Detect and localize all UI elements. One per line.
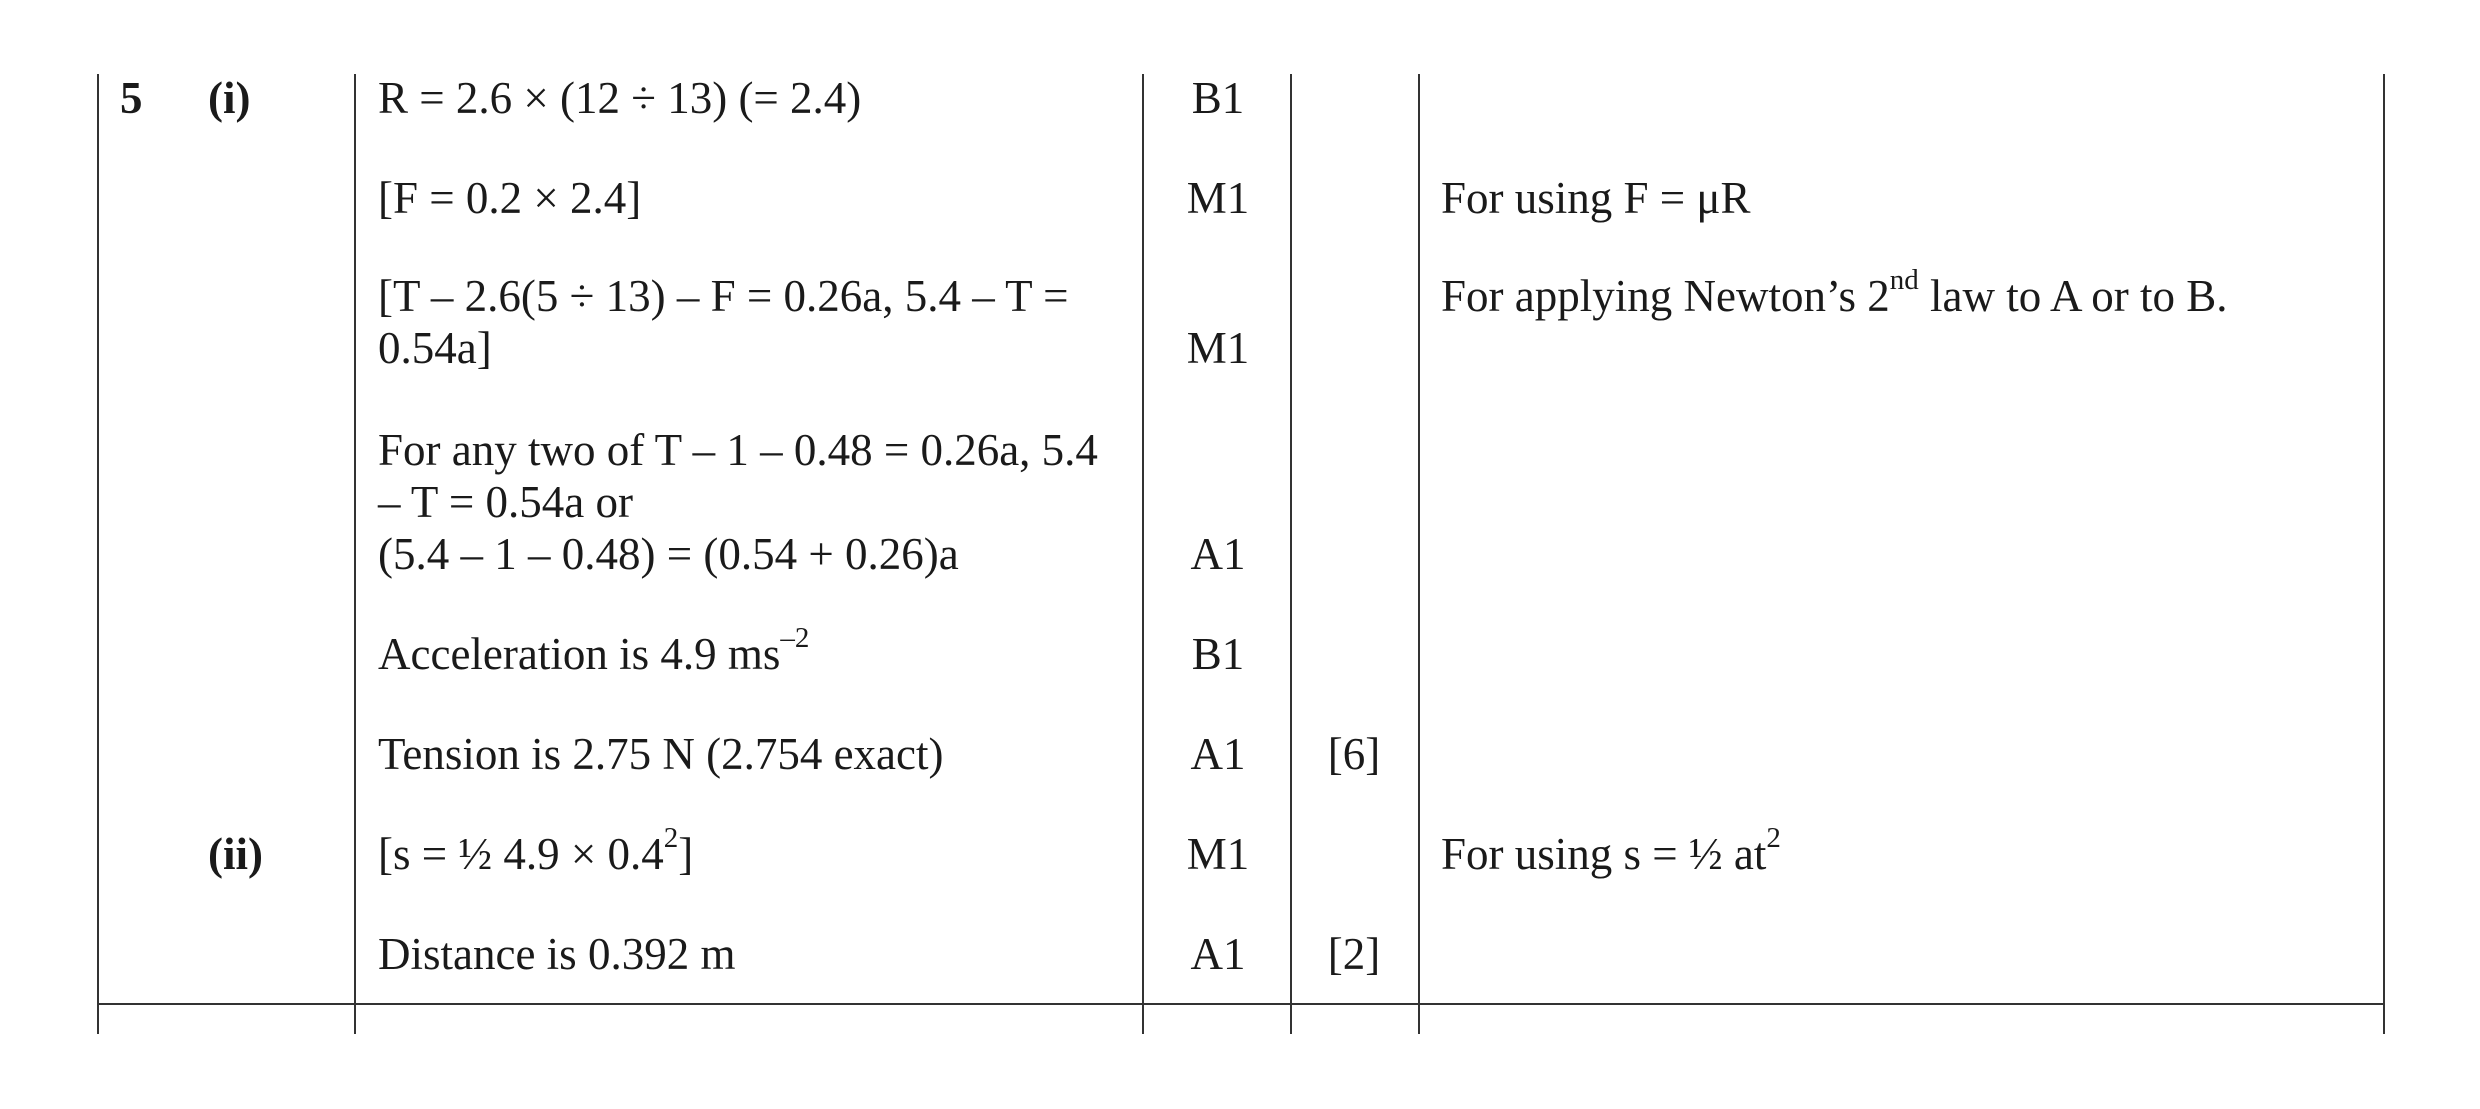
column-divider-answer (354, 74, 356, 1034)
answer-row-4-line-3: (5.4 – 1 – 0.48) = (0.54 + 0.26)a (378, 529, 959, 579)
guidance-row-3-text: For applying Newton’s 2 (1441, 271, 1890, 321)
answer-row-3-line-1: [T – 2.6(5 ÷ 13) – F = 0.26a, 5.4 – T = (378, 271, 1069, 321)
column-divider-guidance (1418, 74, 1420, 1034)
mark-row-3: M1 (1186, 323, 1250, 373)
answer-row-4-line-2: – T = 0.54a or (378, 477, 633, 527)
answer-row-5-superscript: –2 (780, 622, 810, 654)
column-divider-mark (1142, 74, 1144, 1034)
answer-row-7 (378, 822, 694, 880)
mark-row-4: A1 (1190, 529, 1246, 579)
mark-row-6: A1 (1190, 729, 1246, 779)
answer-row-7-text-end: ] (678, 829, 694, 879)
mark-row-1: B1 (1191, 73, 1245, 123)
table-border-left (97, 74, 99, 1034)
guidance-row-3 (1441, 264, 2228, 322)
mark-row-5: B1 (1191, 629, 1245, 679)
answer-row-5 (378, 622, 810, 680)
answer-row-7-superscript: 2 (663, 822, 679, 854)
answer-row-8: Distance is 0.392 m (378, 929, 736, 979)
answer-row-5-text: Acceleration is 4.9 ms (378, 629, 781, 679)
guidance-row-2: For using F = μR (1441, 173, 1751, 223)
mark-row-7: M1 (1186, 829, 1250, 879)
mark-row-2: M1 (1186, 173, 1250, 223)
guidance-row-7-text: For using s = ½ at (1441, 829, 1767, 879)
guidance-row-7-superscript: 2 (1766, 822, 1781, 854)
table-border-right (2383, 74, 2385, 1034)
guidance-row-3-superscript: nd (1889, 264, 1919, 296)
part-label-i: (i) (208, 73, 251, 123)
guidance-row-3-text-end: law to A or to B. (1918, 271, 2228, 321)
column-divider-total (1290, 74, 1292, 1034)
question-number: 5 (120, 73, 143, 123)
answer-row-2: [F = 0.2 × 2.4] (378, 173, 642, 223)
total-part-ii: [2] (1327, 929, 1381, 979)
total-part-i: [6] (1327, 729, 1381, 779)
answer-row-6: Tension is 2.75 N (2.754 exact) (378, 729, 944, 779)
answer-row-3-line-2: 0.54a] (378, 323, 492, 373)
answer-row-1: R = 2.6 × (12 ÷ 13) (= 2.4) (378, 73, 862, 123)
row-divider-bottom (97, 1003, 2385, 1005)
mark-row-8: A1 (1190, 929, 1246, 979)
answer-row-4-line-1: For any two of T – 1 – 0.48 = 0.26a, 5.4 (378, 425, 1098, 475)
answer-row-7-text: [s = ½ 4.9 × 0.4 (378, 829, 664, 879)
part-label-ii: (ii) (208, 829, 263, 879)
guidance-row-7 (1441, 822, 1781, 880)
